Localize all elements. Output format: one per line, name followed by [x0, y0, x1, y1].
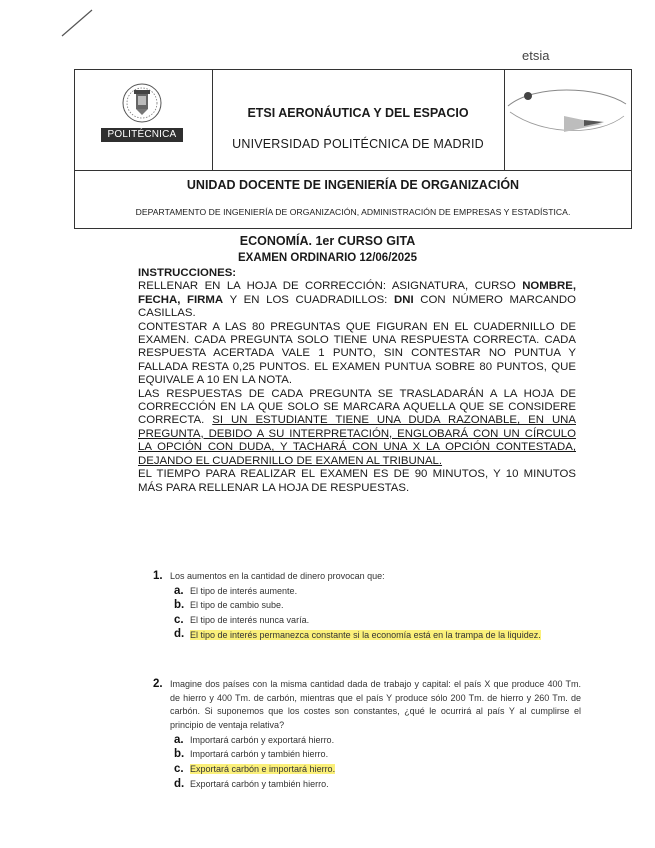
instruction-paragraph-2: CONTESTAR A LAS 80 PREGUNTAS QUE FIGURAN EN EL CUADERNILLO DE EXAMEN. CADA PREGUNTA SOLO TIENE UNA RESPUESTA CORRECTA. CADA RESPUESTA ACERTADA VALE 1 PUNTO, SIN CONTESTAR NO PUNTUA Y FALLADA RESTA 0,25 PUNTOS. EL EXAMEN PUNTUA SOBRE 80 PUNTOS, QUE EQUIVALE A 10 EN LA NOTA.: [138, 320, 576, 387]
option-letter: d.: [174, 777, 185, 790]
option-text: Importará carbón y también hierro.: [190, 749, 329, 760]
option-d: [174, 777, 581, 792]
option-letter: a.: [174, 584, 184, 597]
option-c: [174, 613, 581, 628]
unit-title: UNIDAD DOCENTE DE INGENIERÍA DE ORGANIZACIÓN: [186, 178, 520, 192]
etsia-logo: [504, 70, 631, 170]
instruction-paragraph-1: [138, 280, 576, 320]
option-letter: c.: [174, 613, 184, 626]
exam-title: ECONOMÍA. 1er CURSO GITA: [239, 234, 416, 248]
instructions-heading: INSTRUCCIONES:: [138, 267, 237, 279]
school-name: ETSI AERONÁUTICA Y DEL ESPACIO: [247, 106, 469, 120]
question-stem: [153, 570, 581, 584]
question-number: 1.: [153, 570, 163, 582]
option-list: [174, 584, 581, 644]
instruction-bold-fields: NOMBRE, FECHA, FIRMA: [138, 280, 576, 306]
department-name: DEPARTAMENTO DE INGENIERÍA DE ORGANIZACIÓN, ADMINISTRACIÓN DE EMPRESAS Y ESTADÍSTICA.: [135, 207, 571, 217]
option-text-highlighted: [190, 627, 581, 643]
instruction-text: Y EN LOS CUADRADILLOS:: [223, 293, 394, 306]
etsia-logo-label: etsia: [522, 48, 550, 63]
upm-logo: [75, 70, 213, 170]
instruction-underlined-text: SI UN ESTUDIANTE TIENE UNA DUDA RAZONABLE, EN UNA PREGUNTA, DEBIDO A SU INTERPRETACIÓN, ENGLOBARÁ CON UN CÍRCULO LA OPCIÓN CON DUDA, Y TACHARÁ CON UNA X LA OPCIÓN CONTESTADA, DEJANDO EL CUADERNILLO DE EXAMEN AL TRIBUNAL.: [138, 414, 576, 467]
instruction-text: CON NÚMERO MARCANDO CASILLAS.: [138, 293, 576, 320]
pen-stroke-mark: [60, 8, 94, 38]
question-stem: [153, 678, 581, 733]
header-top-row: [75, 70, 631, 171]
upm-crest-icon: [121, 82, 163, 126]
question-1: [153, 570, 581, 643]
instruction-text: LAS RESPUESTAS DE CADA PREGUNTA SE TRASLADARÁN A LA HOJA DE CORRECCIÓN EN LA QUE SOLO SE MARCARA AQUELLA QUE SE CONSIDERE CORRECTA.: [138, 387, 576, 427]
question-text: Los aumentos en la cantidad de dinero provocan que:: [170, 571, 385, 581]
option-a: [174, 584, 581, 599]
option-b: [174, 598, 581, 613]
question-number: 2.: [153, 678, 163, 690]
school-cell: [212, 70, 505, 170]
option-b: [174, 747, 581, 762]
option-letter: a.: [174, 733, 184, 746]
instruction-paragraph-3: [138, 388, 576, 468]
option-letter: b.: [174, 748, 185, 761]
instruction-text: RELLENAR EN LA HOJA DE CORRECCIÓN: ASIGNATURA, CURSO: [138, 280, 523, 293]
option-letter: b.: [174, 599, 185, 612]
option-d: [174, 627, 581, 643]
option-letter: c.: [174, 763, 184, 775]
option-list: [174, 733, 581, 791]
option-text: Importará carbón y exportará hierro.: [190, 734, 335, 745]
answer-highlight: Exportará carbón e importará hierro.: [190, 764, 336, 774]
option-a: [174, 733, 581, 748]
exam-header: [74, 69, 632, 229]
instruction-paragraph-4: EL TIEMPO PARA REALIZAR EL EXAMEN ES DE 90 MINUTOS, Y 10 MINUTOS MÁS PARA RELLENAR LA HOJA DE RESPUESTAS.: [138, 468, 576, 494]
option-text-highlighted: [190, 762, 581, 777]
option-text: Exportará carbón y también hierro.: [190, 778, 329, 789]
upm-logo-label: POLITÉCNICA: [101, 128, 183, 142]
option-c: [174, 762, 581, 777]
question-text: Imagine dos países con la misma cantidad dada de trabajo y capital: el país X que produce 400 Tm. de hierro y 400 Tm. de carbón, mientras que el país Y produce sólo 200 Tm. de hierro y 260 Tm. de carbón. Si suponemos que los costes son constantes, ¿qué le ocurrirá al país Y al cumplirse el principio de ventaja relativa?: [170, 679, 581, 731]
university-name: UNIVERSIDAD POLITÉCNICA DE MADRID: [232, 137, 484, 151]
option-text: El tipo de interés aumente.: [190, 585, 298, 596]
instructions: [138, 267, 576, 495]
instruction-bold-dni: DNI: [394, 293, 414, 306]
question-2: [153, 678, 581, 791]
exam-subtitle: EXAMEN ORDINARIO 12/06/2025: [238, 252, 417, 264]
etsia-orbit-icon: [504, 86, 631, 146]
option-text: El tipo de cambio sube.: [190, 600, 284, 611]
option-letter: d.: [174, 628, 185, 641]
answer-highlight: El tipo de interés permanezca constante si la economía está en la trampa de la liquidez.: [190, 630, 541, 641]
option-text: El tipo de interés nunca varía.: [190, 614, 310, 625]
